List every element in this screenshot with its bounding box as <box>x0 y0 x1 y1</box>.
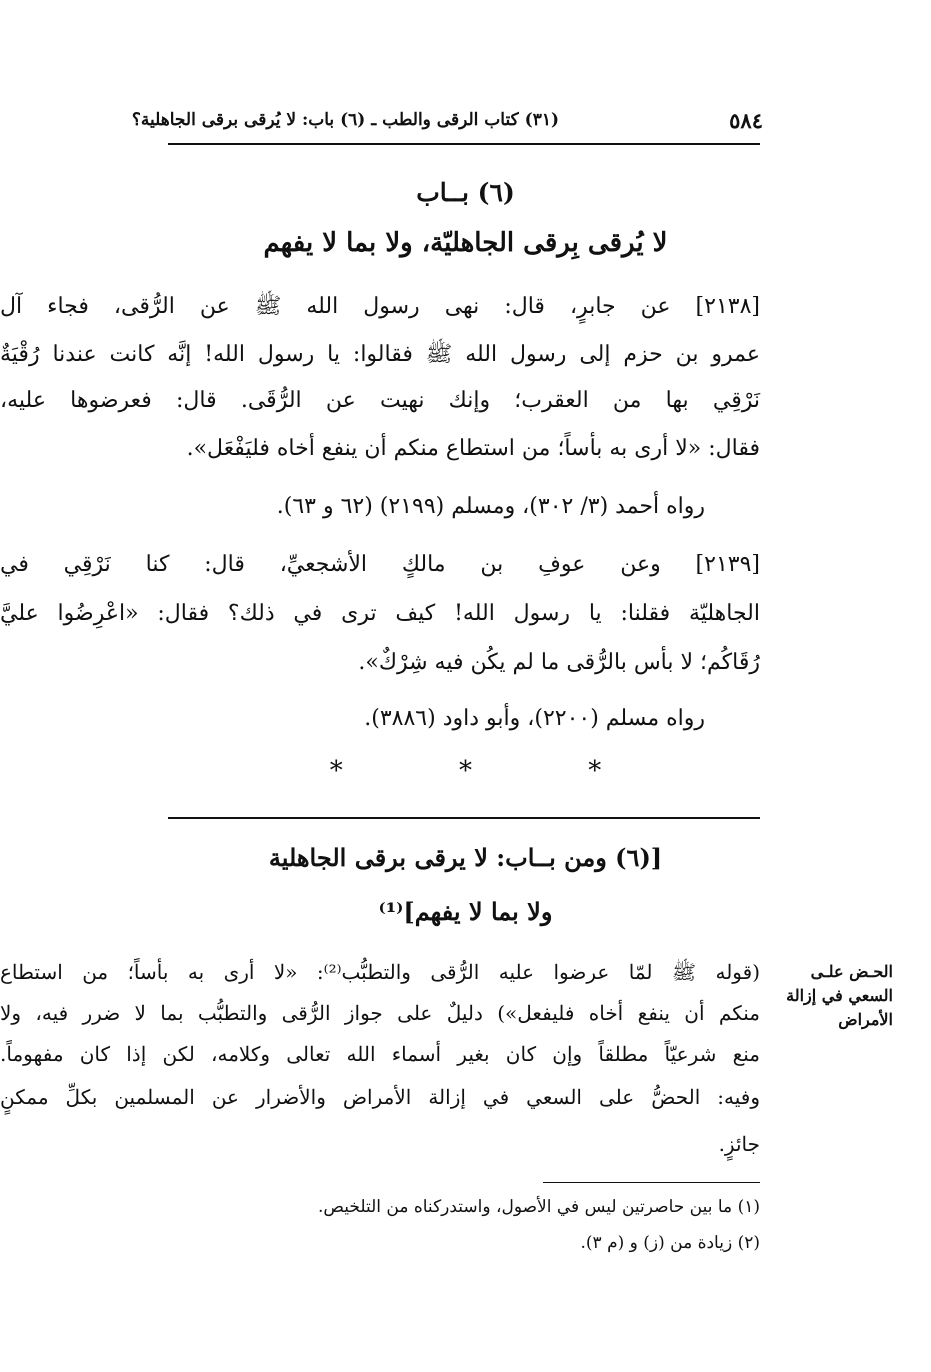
hadith-2139-line: [٢١٣٩] وعن عوفِ بن مالكٍ الأشجعيِّ، قال: كنا نَرْقِي في <box>0 552 760 577</box>
running-title: (٣١) كتاب الرقى والطب ـ (٦) باب: لا يُرقى برقى الجاهلية؟ <box>131 110 559 130</box>
page-number: ٥٨٤ <box>729 108 763 133</box>
footnote-rule <box>543 1182 760 1183</box>
footnote: (١) ما بين حاصرتين ليس في الأصول، واستدركناه من التلخيص. <box>318 1197 760 1217</box>
section-stars: * * * <box>329 756 656 786</box>
section-divider <box>168 817 760 819</box>
chapter-title: لا يُرقى بِرقى الجاهليّة، ولا بما لا يفهم <box>263 228 668 258</box>
commentary-line: وفيه: الحضُّ على السعي في إزالة الأمراض والأضرار عن المسلمين بكلِّ ممكنٍ <box>0 1085 760 1109</box>
commentary-line: (قوله ﷺ لمّا عرضوا عليه الرُّقى والتطبُّب⁽²⁾: «لا أرى به بأساً؛ من استطاع <box>0 960 760 984</box>
hadith-2139-source: رواه مسلم (٢٢٠٠)، وأبو داود (٣٨٨٦). <box>364 706 705 731</box>
hadith-2138-line: [٢١٣٨] عن جابرٍ، قال: نهى رسول الله ﷺ عن الرُّقى، فجاء آل <box>0 294 760 319</box>
hadith-2138-line: عمرو بن حزم إلى رسول الله ﷺ فقالوا: يا رسول الله! إنَّه كانت عندنا رُقْيَةٌ <box>0 342 760 367</box>
header-rule <box>168 143 760 145</box>
hadith-2139-line: الجاهليّة فقلنا: يا رسول الله! كيف ترى في ذلك؟ فقال: «اعْرِضُوا عليَّ <box>0 601 760 626</box>
commentary-line: منكم أن ينفع أخاه فليفعل») دليلٌ على جواز الرُّقى والتطبُّب بما لا ضرر فيه، ولا <box>0 1001 760 1025</box>
hadith-2139-line: رُقَاكُم؛ لا بأس بالرُّقى ما لم يكُن فيه شِرْكٌ». <box>358 650 760 675</box>
hadith-2138-line: فقال: «لا أرى به بأساً؛ من استطاع منكم أن ينفع أخاه فليَفْعَل». <box>186 436 760 461</box>
hadith-2138-source: رواه أحمد (٣/ ٣٠٢)، ومسلم (٢١٩٩) (٦٢ و ٦٣). <box>276 494 705 519</box>
commentary-line: منع شرعيّاً مطلقاً وإن كان بغير أسماء الله تعالى وكلامه، لكن إذا كان مفهوماً. <box>0 1042 760 1066</box>
hadith-2138-line: نَرْقِي بها من العقرب؛ وإنك نهيت عن الرُّقَى. قال: فعرضوها عليه، <box>0 388 760 413</box>
margin-note: الحـض علـى السعي في إزالة الأمراض <box>786 962 893 1029</box>
commentary-line: جائزٍ. <box>718 1132 760 1156</box>
commentary-heading-cont: ولا بما لا يفهم]⁽¹⁾ <box>378 897 553 926</box>
chapter-label: (٦) بــاب <box>416 178 515 207</box>
footnote: (٢) زيادة من (ز) و (م ٣). <box>580 1233 760 1253</box>
commentary-heading: [(٦) ومن بــاب: لا يرقى برقى الجاهلية <box>268 843 663 872</box>
